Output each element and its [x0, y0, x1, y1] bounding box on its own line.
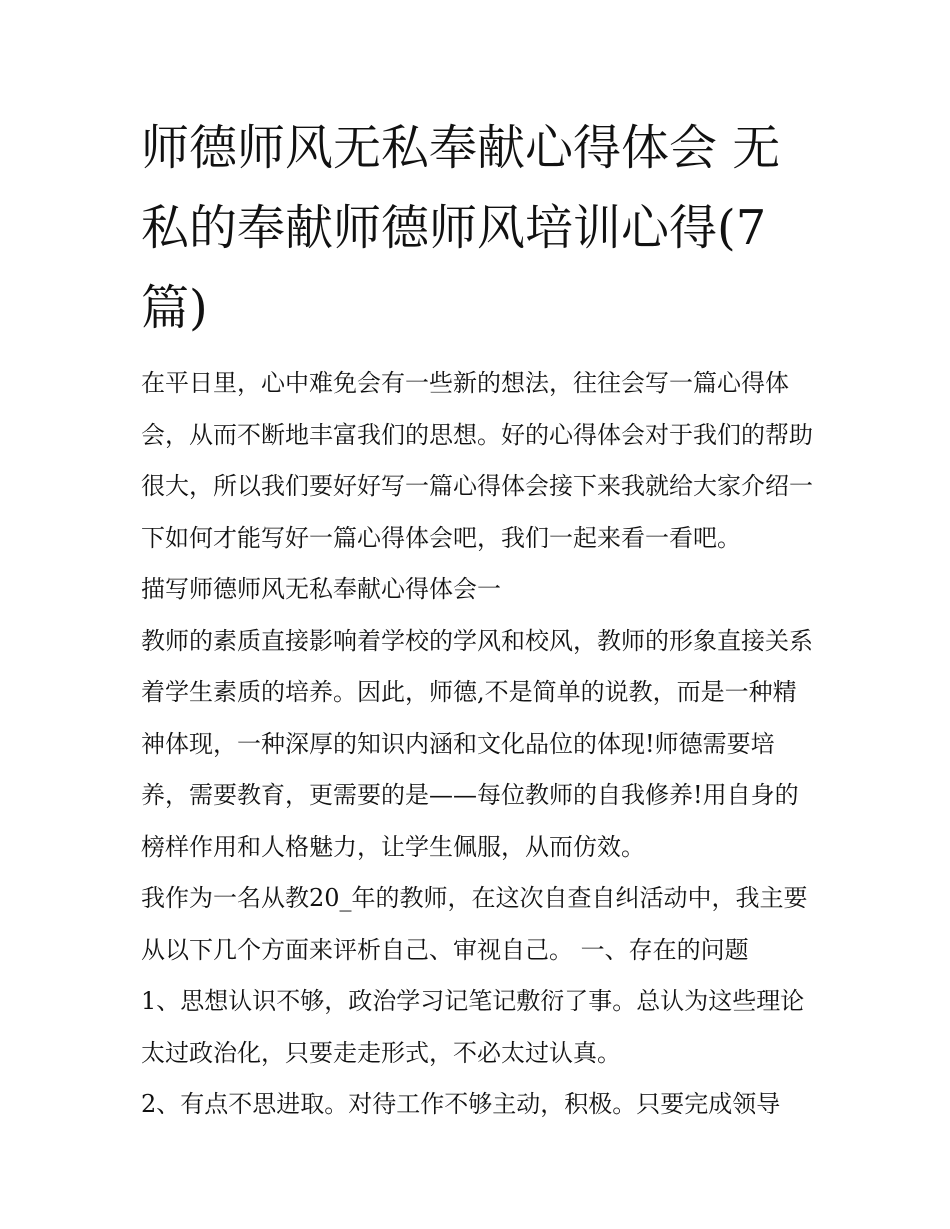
body-paragraph: 我作为一名从教20_年的教师，在这次自查自纠活动中，我主要从以下几个方面来评析自己、审视自己。 一、存在的问题	[141, 884, 808, 964]
list-item: 2、有点不思进取。对待工作不够主动，积极。只要完成领导	[141, 1090, 781, 1118]
intro-paragraph: 在平日里，心中难免会有一些新的想法，往往会写一篇心得体会，从而不断地丰富我们的思想。好的心得体会对于我们的帮助很大，所以我们要好好写一篇心得体会接下来我就给大家介绍一下如何才能写好一篇心得体会吧，我们一起来看一看吧。	[141, 369, 813, 552]
document-title: 师德师风无私奉献心得体会 无私的奉献师德师风培训心得(7篇)	[141, 120, 781, 336]
list-item: 1、思想认识不够，政治学习记笔记敷衍了事。总认为这些理论太过政治化，只要走走形式，不必太过认真。	[141, 987, 805, 1067]
document-body	[141, 108, 816, 1131]
section-heading: 描写师德师风无私奉献心得体会一	[141, 575, 501, 603]
body-paragraph: 教师的素质直接影响着学校的学风和校风，教师的形象直接关系着学生素质的培养。因此，师德,不是简单的说教，而是一种精神体现，一种深厚的知识内涵和文化品位的体现!师德需要培养，需要教育，更需要的是——每位教师的自我修养!用自身的榜样作用和人格魅力，让学生佩服，从而仿效。	[141, 626, 813, 861]
